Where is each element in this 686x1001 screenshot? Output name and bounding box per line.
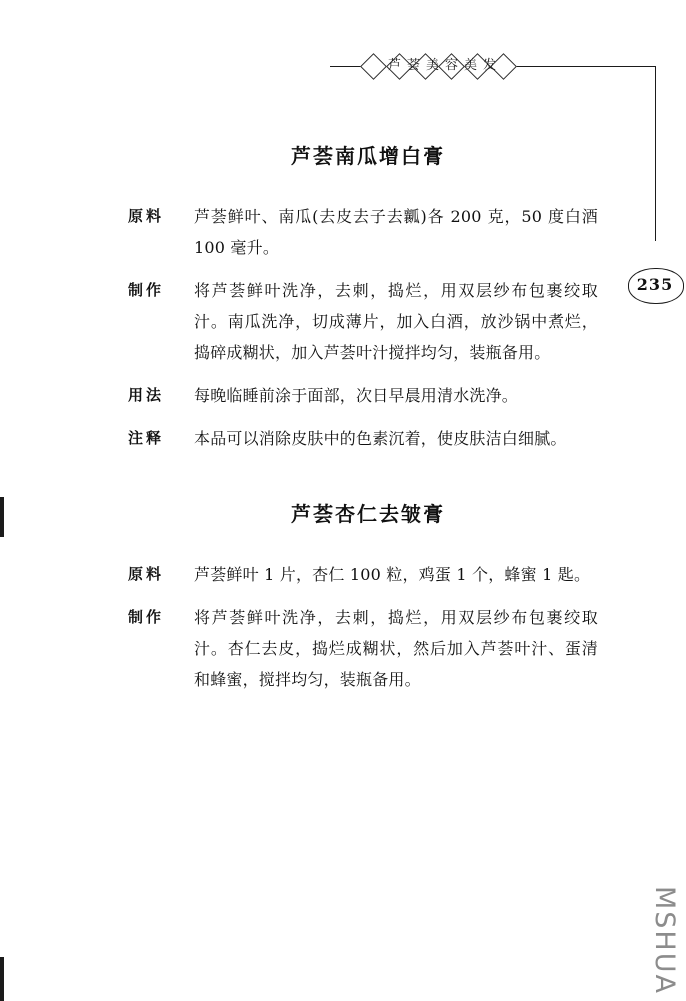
recipe-field [128,559,598,590]
recipe-field [128,201,598,263]
field-label: 制作 [128,608,165,626]
header-bracket-vertical-rule [655,66,656,241]
running-head [330,52,630,82]
recipe-field [128,275,598,368]
field-label: 原料 [128,207,165,225]
spine-text: MSHUA [649,886,680,995]
page-number: 235 [636,275,674,294]
recipe-section [128,498,598,695]
page-number-medallion [628,268,682,302]
recipe-title: 芦荟杏仁去皱膏 [291,502,445,526]
recipe-field [128,423,598,454]
field-text: 将芦荟鲜叶洗净，去刺，捣烂，用双层纱布包裹绞取汁。南瓜洗净，切成薄片，加入白酒，放沙锅中煮烂，捣碎成糊状，加入芦荟叶汁搅拌均匀，装瓶备用。 [194,281,598,362]
recipe-section [128,140,598,454]
field-text: 将芦荟鲜叶洗净，去刺，捣烂，用双层纱布包裹绞取汁。杏仁去皮，捣烂成糊状，然后加入芦荟叶汁、蛋清和蜂蜜，搅拌均匀，装瓶备用。 [194,608,598,689]
field-label: 注释 [128,429,165,447]
field-text: 芦荟鲜叶 1 片，杏仁 100 粒，鸡蛋 1 个，蜂蜜 1 匙。 [194,565,591,584]
recipe-field [128,602,598,695]
field-text: 芦荟鲜叶、南瓜(去皮去子去瓤)各 200 克，50 度白酒 100 毫升。 [194,207,598,257]
recipe-title: 芦荟南瓜增白膏 [291,144,445,168]
field-text: 本品可以消除皮肤中的色素沉着，使皮肤洁白细腻。 [194,429,567,448]
field-label: 原料 [128,565,165,583]
header-bracket-top-rule [630,66,656,67]
field-label: 用法 [128,386,165,404]
trim-mark-lower [0,957,4,1001]
field-text: 每晚临睡前涂于面部，次日早晨用清水洗净。 [194,386,519,405]
field-label: 制作 [128,281,165,299]
running-head-title: 芦荟美容美发 [387,58,502,73]
page-content [128,140,598,707]
recipe-field [128,380,598,411]
trim-mark-upper [0,497,4,537]
